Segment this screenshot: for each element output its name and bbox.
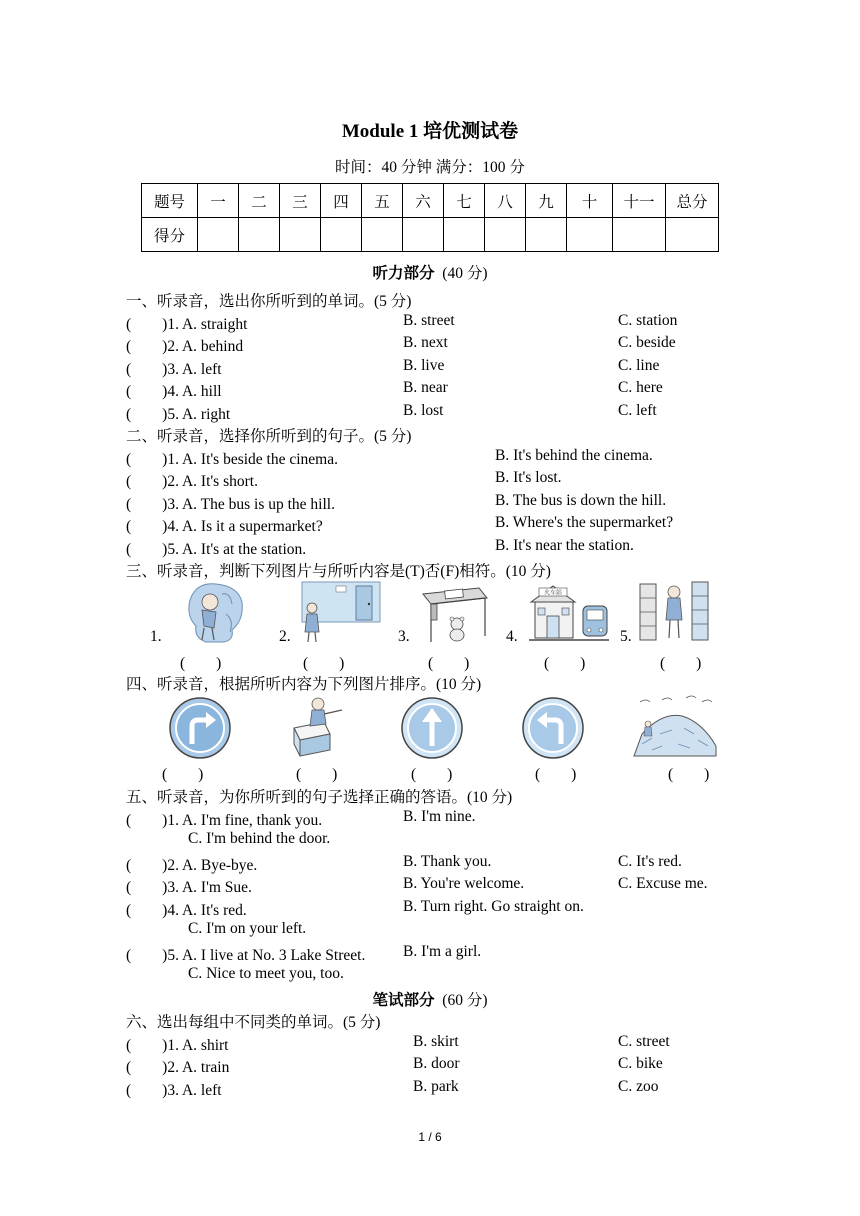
q5-item-continued	[126, 965, 726, 987]
score-cell[interactable]	[321, 218, 362, 252]
q6-item-b: B. skirt	[413, 1033, 459, 1050]
q5-item	[126, 853, 726, 875]
girl-beside-door-picture	[300, 580, 382, 644]
score-table-header: 一	[198, 184, 239, 218]
score-cell[interactable]	[485, 218, 526, 252]
q3-answer-blank[interactable]: ( )	[660, 655, 702, 672]
q1-item-b: B. near	[403, 379, 448, 396]
q4-answer-blank[interactable]: ( )	[411, 766, 453, 783]
q2-item-b: B. The bus is down the hill.	[495, 492, 667, 509]
lost-child-picture	[186, 580, 246, 644]
q1-item-a: ( )2. A. behind	[126, 338, 244, 355]
page-title: Module 1 培优测试卷	[341, 121, 519, 142]
q1-item-a: ( )5. A. right	[126, 406, 231, 423]
q3-number: 2.	[279, 628, 291, 645]
bear-under-desk-picture	[419, 580, 489, 644]
q2-item-a: ( )3. A. The bus is up the hill.	[126, 496, 335, 513]
q1-item-c: C. beside	[618, 334, 676, 351]
q2-item-a: ( )1. A. It's beside the cinema.	[126, 451, 338, 468]
score-cell[interactable]	[444, 218, 485, 252]
q3-number: 4.	[506, 628, 518, 645]
girl-in-library-picture	[638, 580, 710, 644]
q1-item-c: C. station	[618, 312, 678, 329]
listening-points: (40 分)	[442, 265, 488, 282]
turn-right-sign-icon	[168, 696, 232, 760]
q1-item-a: ( )3. A. left	[126, 361, 222, 378]
q5-item-b: B. I'm a girl.	[403, 943, 482, 960]
q1-item-b: B. live	[403, 357, 445, 374]
score-table-header: 五	[362, 184, 403, 218]
q1-item-c: C. left	[618, 402, 657, 419]
score-cell[interactable]	[613, 218, 666, 252]
score-table-header: 八	[485, 184, 526, 218]
q1-item-c: C. here	[618, 379, 663, 396]
q2-item	[126, 447, 726, 469]
q5-item-c: C. Nice to meet you, too.	[188, 965, 344, 982]
q5-item-b: B. I'm nine.	[403, 808, 476, 825]
q5-item-continued	[126, 920, 726, 942]
q3-answer-blank[interactable]: ( )	[428, 655, 470, 672]
station-sign-text: 火车站	[543, 589, 563, 597]
q6-item-a: ( )3. A. left	[126, 1082, 222, 1099]
q1-item-c: C. line	[618, 357, 660, 374]
q5-heading: 五、听录音，为你所听到的句子选择正确的答语。(10 分)	[126, 789, 513, 806]
q3-number: 3.	[398, 628, 410, 645]
q4-heading: 四、听录音，根据所听内容为下列图片排序。(10 分)	[126, 676, 482, 693]
q1-heading: 一、听录音，选出你所听到的单词。(5 分)	[126, 293, 412, 310]
score-cell[interactable]	[567, 218, 613, 252]
score-table-header: 十一	[613, 184, 666, 218]
score-table-header: 三	[280, 184, 321, 218]
q2-item	[126, 537, 726, 559]
q1-item	[126, 379, 726, 401]
q2-item-b: B. It's behind the cinema.	[495, 447, 653, 464]
q2-item-b: B. It's near the station.	[495, 537, 634, 554]
q3-heading: 三、听录音，判断下列图片与所听内容是(T)否(F)相符。(10 分)	[126, 563, 551, 580]
q5-item-c: C. Excuse me.	[618, 875, 708, 892]
q1-item	[126, 357, 726, 379]
q5-item-c: C. I'm behind the door.	[188, 830, 331, 847]
q3-answer-blank[interactable]: ( )	[544, 655, 586, 672]
score-table	[141, 183, 719, 252]
q6-item-a: ( )1. A. shirt	[126, 1037, 229, 1054]
page-number: 1 / 6	[418, 1130, 442, 1144]
writing-title: 笔试部分	[372, 992, 435, 1009]
q1-item-b: B. lost	[403, 402, 444, 419]
q4-answer-blank[interactable]: ( )	[535, 766, 577, 783]
q2-item-b: B. Where's the supermarket?	[495, 514, 674, 531]
score-table-header: 二	[239, 184, 280, 218]
score-cell[interactable]	[666, 218, 719, 252]
q1-item-b: B. street	[403, 312, 455, 329]
q6-item-c: C. bike	[618, 1055, 663, 1072]
q5-item-a: ( )3. A. I'm Sue.	[126, 879, 252, 896]
score-row-label: 得分	[142, 218, 198, 252]
q5-item	[126, 808, 726, 830]
score-table-header: 七	[444, 184, 485, 218]
go-straight-sign-icon	[400, 696, 464, 760]
q1-item	[126, 312, 726, 334]
q3-number: 5.	[620, 628, 632, 645]
q5-item-a: ( )5. A. I live at No. 3 Lake Street.	[126, 947, 366, 964]
q5-item-a: ( )2. A. Bye-bye.	[126, 857, 258, 874]
score-cell[interactable]	[403, 218, 444, 252]
score-table-header-row	[142, 184, 719, 218]
q1-item-a: ( )4. A. hill	[126, 383, 222, 400]
score-table-header: 四	[321, 184, 362, 218]
q5-item-a: ( )4. A. It's red.	[126, 902, 247, 919]
q3-answer-blank[interactable]: ( )	[303, 655, 345, 672]
score-table-header: 题号	[142, 184, 198, 218]
q2-item	[126, 492, 726, 514]
q3-answer-blank[interactable]: ( )	[180, 655, 222, 672]
q5-item-continued	[126, 830, 726, 852]
q2-item-a: ( )4. A. Is it a supermarket?	[126, 518, 323, 535]
listening-section-title	[0, 261, 860, 283]
score-cell[interactable]	[280, 218, 321, 252]
q5-item-a: ( )1. A. I'm fine, thank you.	[126, 812, 323, 829]
q1-item-a: ( )1. A. straight	[126, 316, 248, 333]
q3-number: 1.	[150, 628, 162, 645]
q5-item	[126, 898, 726, 920]
q5-item-c: C. I'm on your left.	[188, 920, 307, 937]
q5-item	[126, 943, 726, 965]
q1-item-b: B. next	[403, 334, 448, 351]
score-table-header: 九	[526, 184, 567, 218]
q6-item	[126, 1078, 726, 1100]
q6-item-a: ( )2. A. train	[126, 1059, 230, 1076]
q2-heading: 二、听录音，选择你所听到的句子。(5 分)	[126, 428, 412, 445]
score-cell[interactable]	[526, 218, 567, 252]
q2-item	[126, 469, 726, 491]
turn-left-sign-icon	[521, 696, 585, 760]
girl-on-box-picture	[290, 694, 354, 760]
q6-item-b: B. door	[413, 1055, 460, 1072]
q5-item	[126, 875, 726, 897]
q5-item-b: B. You're welcome.	[403, 875, 525, 892]
q4-answer-blank[interactable]: ( )	[668, 766, 710, 783]
q6-item-c: C. zoo	[618, 1078, 659, 1095]
q6-item	[126, 1055, 726, 1077]
q4-answer-blank[interactable]: ( )	[162, 766, 204, 783]
score-table-score-row	[142, 218, 719, 252]
exam-time-info: 时间：40 分钟 满分：100 分	[335, 159, 525, 176]
q2-item-a: ( )2. A. It's short.	[126, 473, 258, 490]
q5-item-c: C. It's red.	[618, 853, 682, 870]
q2-item	[126, 514, 726, 536]
q1-item	[126, 402, 726, 424]
score-cell[interactable]	[362, 218, 403, 252]
score-table-header: 十	[567, 184, 613, 218]
q2-item-a: ( )5. A. It's at the station.	[126, 541, 307, 558]
q6-heading: 六、选出每组中不同类的单词。(5 分)	[126, 1014, 381, 1031]
train-station-picture	[527, 580, 611, 644]
q2-item-b: B. It's lost.	[495, 469, 562, 486]
listening-title: 听力部分	[372, 265, 435, 282]
score-table-header: 六	[403, 184, 444, 218]
q6-item	[126, 1033, 726, 1055]
score-table-header: 总分	[666, 184, 719, 218]
score-cell[interactable]	[239, 218, 280, 252]
q5-item-b: B. Thank you.	[403, 853, 492, 870]
writing-section-title	[0, 988, 860, 1010]
q6-item-c: C. street	[618, 1033, 670, 1050]
q5-item-b: B. Turn right. Go straight on.	[403, 898, 584, 915]
q4-answer-blank[interactable]: ( )	[296, 766, 338, 783]
writing-points: (60 分)	[442, 992, 488, 1009]
score-cell[interactable]	[198, 218, 239, 252]
q1-item	[126, 334, 726, 356]
q6-item-b: B. park	[413, 1078, 459, 1095]
hill-picture	[632, 694, 718, 760]
